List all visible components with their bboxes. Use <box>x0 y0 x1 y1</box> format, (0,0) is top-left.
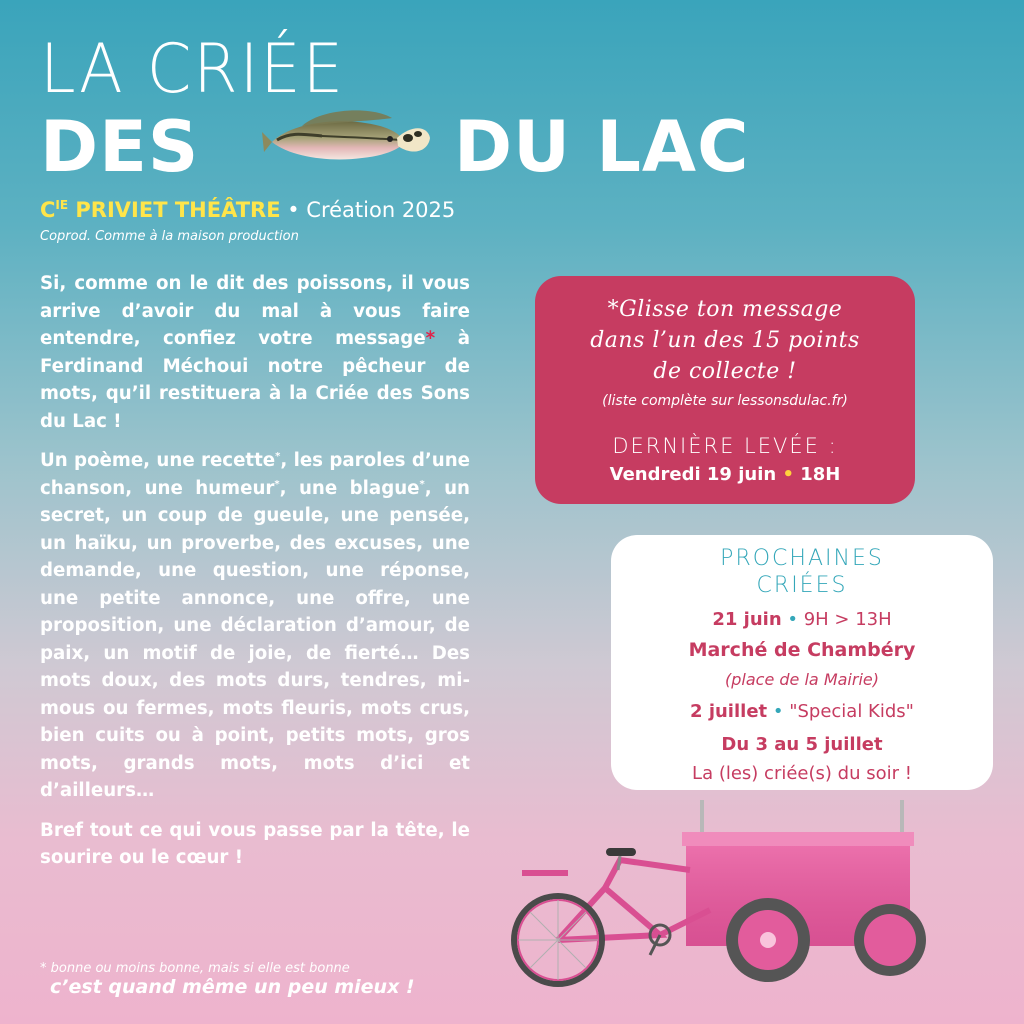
collection-list-note: (liste complète sur lessonsdulac.fr) <box>602 393 848 409</box>
company-line <box>40 198 455 222</box>
title-du-lac: DU LAC <box>454 106 750 188</box>
body-text <box>40 270 470 884</box>
footnote-line-2: c’est quand même un peu mieux ! <box>50 976 415 998</box>
cargo-bike-icon <box>510 790 930 990</box>
paragraph-1: Si, comme on le dit des poissons, il vous arrive d’avoir du mal à vous faire entendre, confiez votre message* à Ferdinand Méchoui notre pêcheur de mots, qu’il restituera à la Criée des Sons du Lac ! <box>40 273 471 432</box>
title-line-2 <box>40 106 750 188</box>
coproduction-credit: Coprod. Comme à la maison production <box>40 229 299 244</box>
creation-year: Création 2025 <box>306 198 456 222</box>
title-des: DES <box>40 106 200 188</box>
footnote <box>40 960 415 996</box>
next-events-box <box>611 535 993 790</box>
message-box <box>535 276 915 504</box>
company-name: $C^{IE}$ PRIVIET THÉÂTRE <box>40 198 281 222</box>
event-3-detail: La (les) criée(s) du soir ! <box>692 763 912 784</box>
last-pickup-date: Vendredi 19 juin • 18H <box>609 464 841 485</box>
next-events-title: PROCHAINES CRIÉES <box>720 546 884 598</box>
event-1-place: Marché de Chambéry <box>688 639 916 661</box>
footnote-line-1: * bonne ou moins bonne, mais si elle est bonne <box>40 961 350 976</box>
event-1-date: 21 juin • 9H > 13H <box>712 609 892 630</box>
event-2: 2 juillet • "Special Kids" <box>690 701 914 722</box>
last-pickup-label: DERNIÈRE LEVÉE : <box>612 434 838 458</box>
title-line-1: LA CRIÉE <box>40 30 345 109</box>
company-separator: • <box>280 198 307 222</box>
paragraph-2: Un poème, une recette*, les paroles d’une chanson, une humeur*, une blague*, un secret, un coup de gueule, une pensée, un haïku, un proverbe, des excuses, une demande, une question, une réponse, une petite annonce, une offre, une proposition, une déclaration d’amour, de paix, un motif de joie, de fierté… Des mots doux, des mots durs, tendres, mi-mous ou fermes, mots fleuris, mots crus, bien cuits ou à point, petits mots, gros mots, grands mots, mots d’ici et d’ailleurs… <box>40 450 470 801</box>
event-3-date: Du 3 au 5 juillet <box>721 734 883 755</box>
event-1-place-detail: (place de la Mairie) <box>725 670 879 689</box>
fish-icon <box>262 104 432 174</box>
paragraph-3: Bref tout ce qui vous passe par la tête, le sourire ou le cœur ! <box>40 819 470 868</box>
message-instructions: *Glisse ton message dans l’un des 15 points de collecte ! <box>590 297 860 384</box>
